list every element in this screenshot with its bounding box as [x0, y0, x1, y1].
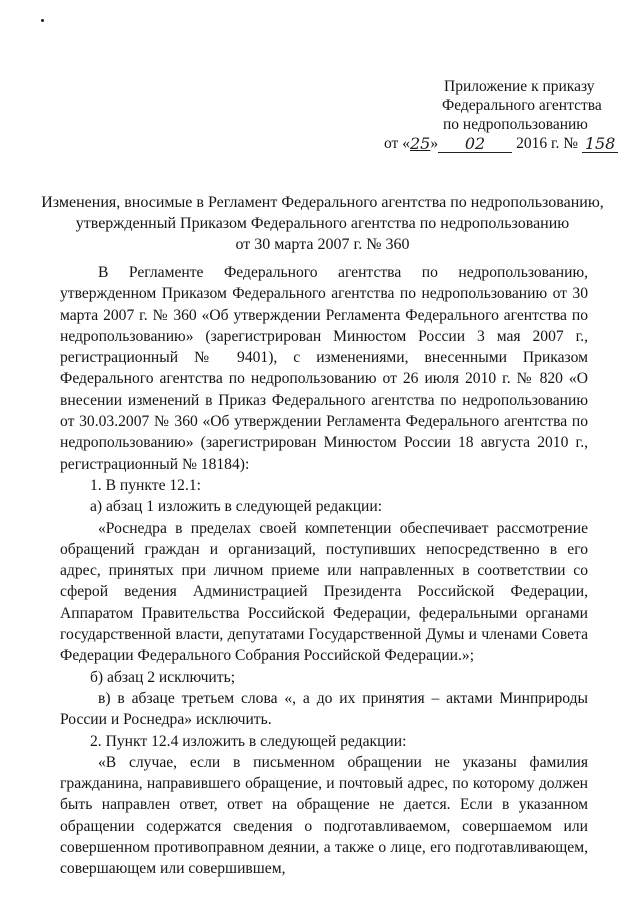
date-month-handwritten: 02: [438, 135, 512, 153]
item-2: 2. Пункт 12.4 изложить в следующей редакции:: [90, 732, 407, 750]
appendix-line-2: Федерального агентства: [442, 97, 602, 114]
quote-1: «Роснедра в пределах своей компетенции обеспечивает рассмотрение обращений граждан и организаций, поступивших непосредственно в его адрес, принятых при личном приеме или направленных в соответствии со сферой ведения Администрацией Президента Российской Федерации, Аппаратом Правительства Российской Федерации, федеральными органами государственной власти, депутатами Государственной Думы и членами Совета Федерации Федерального Собрания Российской Федерации.»;: [60, 519, 588, 665]
title-line-1: Изменения, вносимые в Регламент Федерального агентства по недропользованию,: [41, 194, 604, 211]
date-mid: »: [430, 135, 439, 152]
document-body: [60, 262, 588, 880]
item-1a: а) абзац 1 изложить в следующей редакции:: [90, 498, 383, 516]
intro-paragraph: В Регламенте Федерального агентства по недропользованию, утвержденном Приказом Федерального агентства по недропользованию от 30 марта 2007 г. № 360 «Об утверждении Регламента Федерального агентства по недропользованию» (зарегистрирован Минюстом России 3 мая 2007 г., регистрационный № 9401), с изменениями, внесенными Приказом Федерального агентства по недропользованию от 26 июля 2010 г. № 820 «О внесении изменений в Приказ Федерального агентства по недропользованию от 30.03.2007 № 360 «Об утверждении Регламента Федерального агентства по недропользованию» (зарегистрирован Минюстом России 18 августа 2010 г., регистрационный № 18184):: [60, 264, 588, 473]
quote-2: «В случае, если в письменном обращении не указаны фамилия гражданина, направившего обращение, и почтовый адрес, по которому должен быть направлен ответ, ответ на обращение не дается. Если в указанном обращении содержатся сведения о подготавливаемом, совершаемом или совершенном противоправном деянии, а также о лице, его подготавливающем, совершающем или совершившем,: [60, 753, 588, 878]
item-1: 1. В пункте 12.1:: [90, 476, 202, 494]
date-year: 2016 г. №: [516, 135, 579, 152]
title-line-3: от 30 марта 2007 г. № 360: [235, 236, 410, 253]
title-line-2: утвержденный Приказом Федерального агентства по недропользованию: [75, 215, 570, 232]
scan-speck: [41, 19, 44, 22]
date-prefix: от «: [384, 135, 410, 152]
order-number-handwritten: 158: [582, 135, 618, 153]
item-1b: б) абзац 2 исключить;: [90, 668, 236, 686]
item-1c: в) в абзаце третьем слова «, а до их принятия – актами Минприроды России и Роснедра» исключить.: [60, 689, 588, 729]
appendix-line-1: Приложение к приказу: [444, 78, 595, 95]
appendix-line-3: по недропользованию: [443, 116, 588, 133]
appendix-header: [370, 77, 616, 153]
date-day-handwritten: 25: [409, 134, 431, 153]
document-title: [40, 192, 605, 255]
appendix-date-line: [384, 134, 624, 153]
